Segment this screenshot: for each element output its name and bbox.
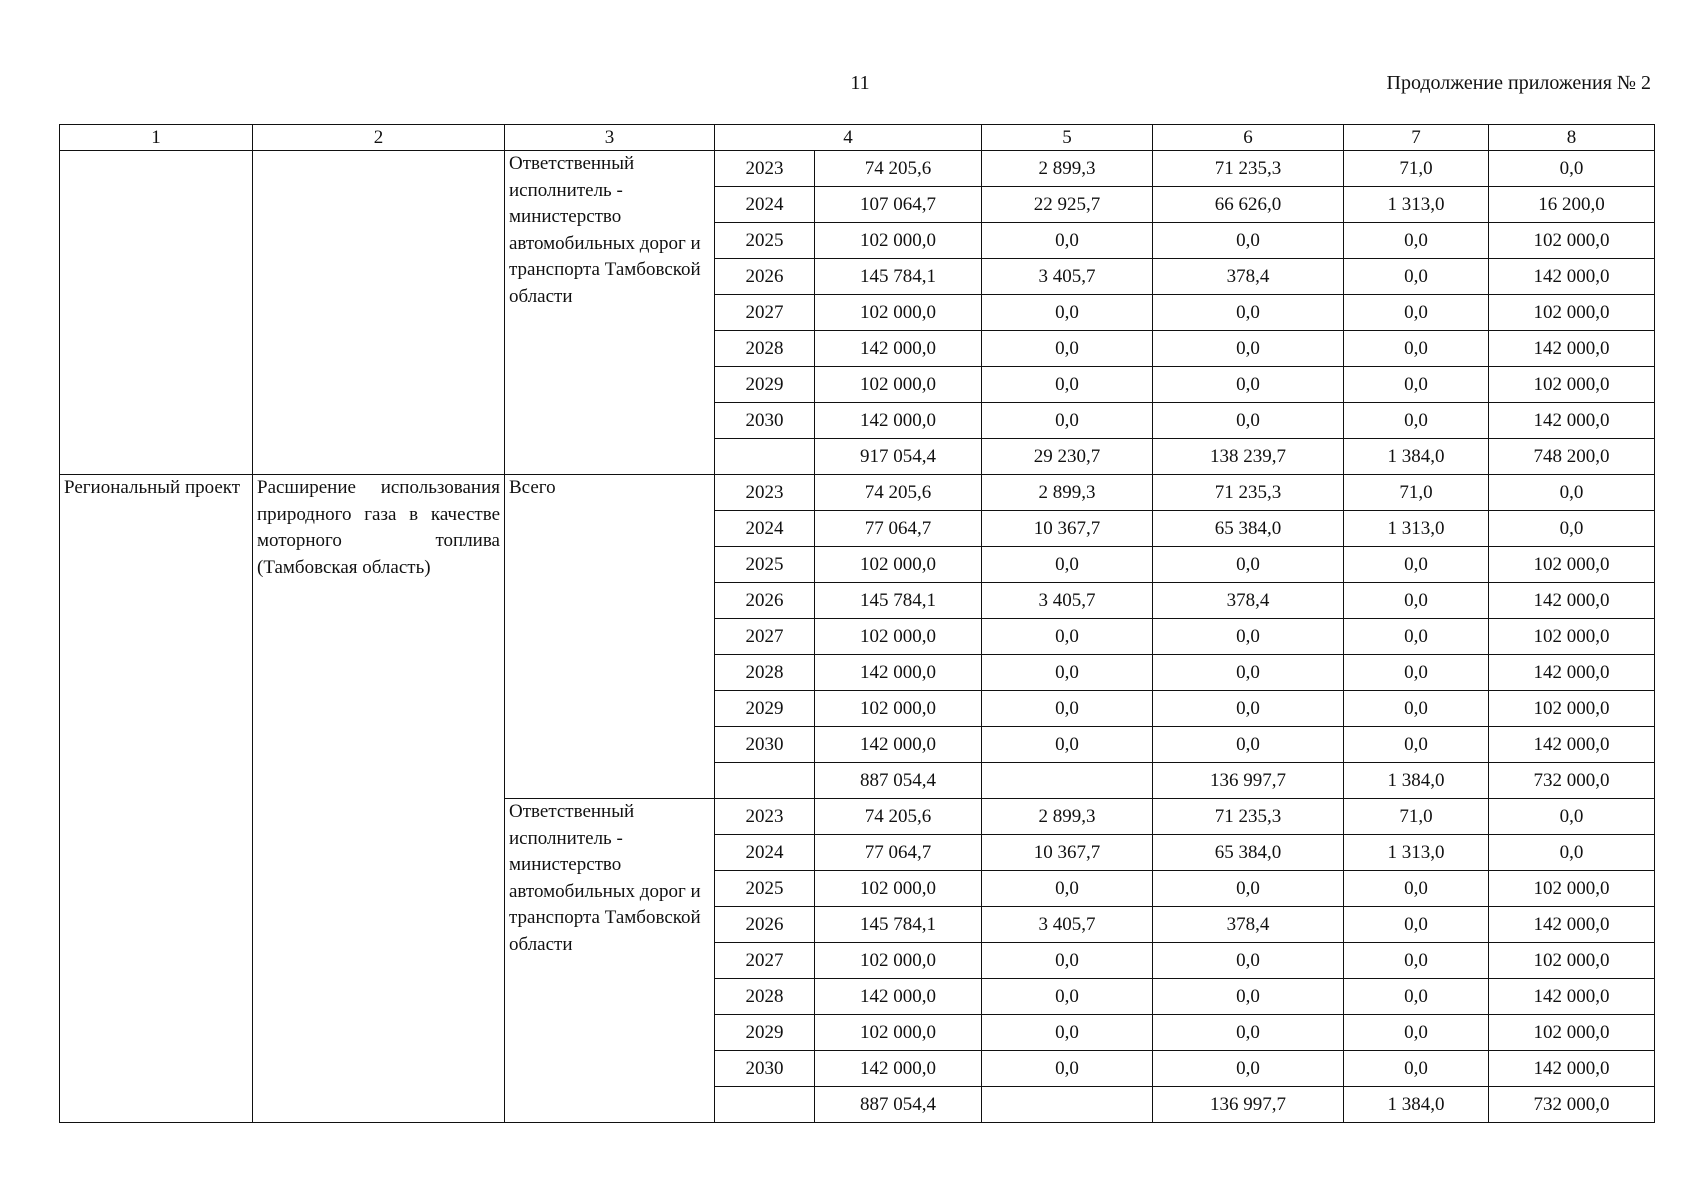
col7-cell: 1 384,0 (1344, 1087, 1489, 1123)
col8-cell: 748 200,0 (1489, 439, 1655, 475)
col8-cell: 102 000,0 (1489, 367, 1655, 403)
year-cell (715, 1087, 815, 1123)
year-cell: 2030 (715, 1051, 815, 1087)
col7-cell: 0,0 (1344, 655, 1489, 691)
col6-cell: 378,4 (1153, 583, 1344, 619)
total-cell: 77 064,7 (815, 511, 982, 547)
col8-cell: 0,0 (1489, 835, 1655, 871)
col6-cell: 0,0 (1153, 1051, 1344, 1087)
col5-cell: 0,0 (982, 979, 1153, 1015)
year-cell: 2023 (715, 151, 815, 187)
col5-cell: 0,0 (982, 295, 1153, 331)
continuation-label: Продолжение приложения № 2 (1386, 72, 1651, 94)
col7-cell: 0,0 (1344, 727, 1489, 763)
col8-cell: 0,0 (1489, 511, 1655, 547)
col8-cell: 142 000,0 (1489, 727, 1655, 763)
col5-cell: 10 367,7 (982, 835, 1153, 871)
col6-cell: 0,0 (1153, 691, 1344, 727)
year-cell (715, 439, 815, 475)
column-number: 3 (505, 125, 715, 151)
year-cell: 2029 (715, 1015, 815, 1051)
total-cell: 107 064,7 (815, 187, 982, 223)
col7-cell: 1 313,0 (1344, 187, 1489, 223)
col8-cell: 142 000,0 (1489, 403, 1655, 439)
col7-cell: 1 313,0 (1344, 511, 1489, 547)
total-cell: 74 205,6 (815, 151, 982, 187)
col8-cell: 102 000,0 (1489, 619, 1655, 655)
year-cell: 2026 (715, 259, 815, 295)
col7-cell: 0,0 (1344, 403, 1489, 439)
col8-cell: 142 000,0 (1489, 979, 1655, 1015)
col6-cell: 0,0 (1153, 403, 1344, 439)
table-row (60, 475, 1655, 511)
col5-cell: 0,0 (982, 655, 1153, 691)
budget-table (59, 124, 1655, 1123)
col6-cell: 378,4 (1153, 907, 1344, 943)
year-cell: 2024 (715, 187, 815, 223)
col7-cell: 0,0 (1344, 907, 1489, 943)
col5-cell: 22 925,7 (982, 187, 1153, 223)
total-cell: 145 784,1 (815, 583, 982, 619)
col5-cell: 0,0 (982, 367, 1153, 403)
col7-cell: 0,0 (1344, 1051, 1489, 1087)
col8-cell: 102 000,0 (1489, 223, 1655, 259)
col8-cell: 0,0 (1489, 475, 1655, 511)
col5-cell: 2 899,3 (982, 475, 1153, 511)
year-cell (715, 763, 815, 799)
year-cell: 2023 (715, 799, 815, 835)
col6-cell: 0,0 (1153, 1015, 1344, 1051)
column-number: 1 (60, 125, 253, 151)
total-cell: 102 000,0 (815, 367, 982, 403)
total-cell: 102 000,0 (815, 547, 982, 583)
col6-cell: 0,0 (1153, 619, 1344, 655)
col8-cell: 142 000,0 (1489, 1051, 1655, 1087)
col5-cell: 0,0 (982, 403, 1153, 439)
total-cell: 145 784,1 (815, 907, 982, 943)
year-cell: 2029 (715, 691, 815, 727)
col7-cell: 0,0 (1344, 979, 1489, 1015)
executor-cell: Ответственный исполнитель - министерство автомобильных дорог и транспорта Тамбовской области (505, 799, 715, 1123)
col7-cell: 71,0 (1344, 475, 1489, 511)
col7-cell: 71,0 (1344, 151, 1489, 187)
total-cell: 887 054,4 (815, 1087, 982, 1123)
executor-cell: Ответственный исполнитель - министерство автомобильных дорог и транспорта Тамбовской области (505, 151, 715, 475)
col5-cell: 3 405,7 (982, 259, 1153, 295)
col5-cell: 29 230,7 (982, 439, 1153, 475)
col6-cell: 0,0 (1153, 547, 1344, 583)
total-cell: 102 000,0 (815, 1015, 982, 1051)
total-cell: 887 054,4 (815, 763, 982, 799)
total-cell: 102 000,0 (815, 223, 982, 259)
col6-cell: 0,0 (1153, 223, 1344, 259)
year-cell: 2027 (715, 943, 815, 979)
col6-cell: 71 235,3 (1153, 475, 1344, 511)
col5-cell: 0,0 (982, 943, 1153, 979)
year-cell: 2030 (715, 403, 815, 439)
column-number: 4 (715, 125, 982, 151)
year-cell: 2028 (715, 979, 815, 1015)
col5-cell: 0,0 (982, 223, 1153, 259)
project-type-cell: Региональный проект (60, 475, 253, 1123)
col7-cell: 0,0 (1344, 547, 1489, 583)
total-cell: 142 000,0 (815, 727, 982, 763)
col5-cell: 0,0 (982, 727, 1153, 763)
year-cell: 2029 (715, 367, 815, 403)
table-body (60, 151, 1655, 1123)
total-cell: 77 064,7 (815, 835, 982, 871)
total-cell: 142 000,0 (815, 403, 982, 439)
col8-cell: 142 000,0 (1489, 331, 1655, 367)
col6-cell: 0,0 (1153, 979, 1344, 1015)
col5-cell: 0,0 (982, 619, 1153, 655)
column-number: 2 (253, 125, 505, 151)
col5-cell: 0,0 (982, 1015, 1153, 1051)
year-cell: 2025 (715, 871, 815, 907)
year-cell: 2027 (715, 295, 815, 331)
col7-cell: 0,0 (1344, 583, 1489, 619)
col6-cell: 0,0 (1153, 367, 1344, 403)
col7-cell: 0,0 (1344, 367, 1489, 403)
col5-cell: 0,0 (982, 1051, 1153, 1087)
col8-cell: 102 000,0 (1489, 943, 1655, 979)
total-cell: 102 000,0 (815, 295, 982, 331)
col8-cell: 142 000,0 (1489, 907, 1655, 943)
col6-cell: 66 626,0 (1153, 187, 1344, 223)
col7-cell: 0,0 (1344, 619, 1489, 655)
total-cell: 142 000,0 (815, 979, 982, 1015)
total-cell: 917 054,4 (815, 439, 982, 475)
col8-cell: 16 200,0 (1489, 187, 1655, 223)
col6-cell: 65 384,0 (1153, 835, 1344, 871)
project-type-cell (60, 151, 253, 475)
year-cell: 2030 (715, 727, 815, 763)
col7-cell: 1 313,0 (1344, 835, 1489, 871)
col6-cell: 0,0 (1153, 295, 1344, 331)
project-name-cell (253, 151, 505, 475)
page-number: 11 (850, 72, 870, 94)
column-number: 8 (1489, 125, 1655, 151)
column-number: 6 (1153, 125, 1344, 151)
table-row (60, 151, 1655, 187)
col5-cell: 2 899,3 (982, 799, 1153, 835)
col8-cell: 102 000,0 (1489, 871, 1655, 907)
col7-cell: 0,0 (1344, 691, 1489, 727)
year-cell: 2026 (715, 907, 815, 943)
col6-cell: 378,4 (1153, 259, 1344, 295)
col5-cell: 0,0 (982, 691, 1153, 727)
col7-cell: 1 384,0 (1344, 439, 1489, 475)
col6-cell: 0,0 (1153, 871, 1344, 907)
col5-cell: 0,0 (982, 331, 1153, 367)
year-cell: 2024 (715, 511, 815, 547)
total-cell: 102 000,0 (815, 619, 982, 655)
column-number: 7 (1344, 125, 1489, 151)
total-cell: 142 000,0 (815, 331, 982, 367)
col6-cell: 65 384,0 (1153, 511, 1344, 547)
col8-cell: 732 000,0 (1489, 763, 1655, 799)
col7-cell: 0,0 (1344, 223, 1489, 259)
total-cell: 145 784,1 (815, 259, 982, 295)
executor-cell: Всего (505, 475, 715, 799)
col5-cell (982, 763, 1153, 799)
column-number: 5 (982, 125, 1153, 151)
col7-cell: 0,0 (1344, 295, 1489, 331)
col8-cell: 102 000,0 (1489, 1015, 1655, 1051)
col6-cell: 71 235,3 (1153, 151, 1344, 187)
col6-cell: 0,0 (1153, 943, 1344, 979)
year-cell: 2027 (715, 619, 815, 655)
col7-cell: 0,0 (1344, 943, 1489, 979)
col6-cell: 0,0 (1153, 727, 1344, 763)
total-cell: 74 205,6 (815, 799, 982, 835)
col8-cell: 142 000,0 (1489, 259, 1655, 295)
col5-cell: 3 405,7 (982, 583, 1153, 619)
total-cell: 102 000,0 (815, 943, 982, 979)
col8-cell: 102 000,0 (1489, 547, 1655, 583)
total-cell: 102 000,0 (815, 691, 982, 727)
col8-cell: 142 000,0 (1489, 583, 1655, 619)
col7-cell: 0,0 (1344, 259, 1489, 295)
col5-cell: 3 405,7 (982, 907, 1153, 943)
col6-cell: 136 997,7 (1153, 1087, 1344, 1123)
col8-cell: 0,0 (1489, 799, 1655, 835)
col5-cell: 0,0 (982, 547, 1153, 583)
year-cell: 2024 (715, 835, 815, 871)
col8-cell: 102 000,0 (1489, 295, 1655, 331)
column-number-row (60, 125, 1655, 151)
col8-cell: 732 000,0 (1489, 1087, 1655, 1123)
year-cell: 2026 (715, 583, 815, 619)
col6-cell: 0,0 (1153, 655, 1344, 691)
col8-cell: 142 000,0 (1489, 655, 1655, 691)
col6-cell: 136 997,7 (1153, 763, 1344, 799)
year-cell: 2025 (715, 547, 815, 583)
col7-cell: 71,0 (1344, 799, 1489, 835)
total-cell: 74 205,6 (815, 475, 982, 511)
col8-cell: 0,0 (1489, 151, 1655, 187)
col5-cell: 0,0 (982, 871, 1153, 907)
total-cell: 142 000,0 (815, 655, 982, 691)
col7-cell: 0,0 (1344, 331, 1489, 367)
col7-cell: 0,0 (1344, 1015, 1489, 1051)
total-cell: 102 000,0 (815, 871, 982, 907)
col5-cell (982, 1087, 1153, 1123)
year-cell: 2028 (715, 331, 815, 367)
col6-cell: 71 235,3 (1153, 799, 1344, 835)
project-name-cell: Расширение использования природного газа в качестве моторного топлива (Тамбовская область) (253, 475, 505, 1123)
year-cell: 2025 (715, 223, 815, 259)
year-cell: 2023 (715, 475, 815, 511)
col7-cell: 1 384,0 (1344, 763, 1489, 799)
col6-cell: 0,0 (1153, 331, 1344, 367)
col8-cell: 102 000,0 (1489, 691, 1655, 727)
col5-cell: 2 899,3 (982, 151, 1153, 187)
col7-cell: 0,0 (1344, 871, 1489, 907)
year-cell: 2028 (715, 655, 815, 691)
col6-cell: 138 239,7 (1153, 439, 1344, 475)
total-cell: 142 000,0 (815, 1051, 982, 1087)
col5-cell: 10 367,7 (982, 511, 1153, 547)
